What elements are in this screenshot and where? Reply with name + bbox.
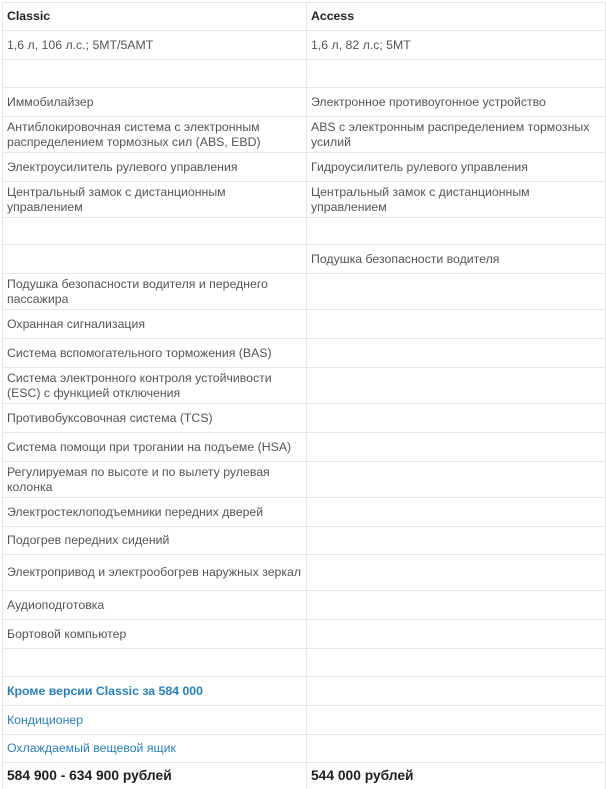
- table-cell: [307, 368, 606, 404]
- column-header-access: Access: [307, 3, 606, 31]
- table-cell: Центральный замок с дистанционным управлением: [307, 182, 606, 218]
- price-classic: 584 900 - 634 900 рублей: [3, 763, 307, 789]
- table-row: [3, 245, 606, 274]
- table-cell: Аудиоподготовка: [3, 591, 307, 620]
- price-access: 544 000 рублей: [307, 763, 606, 789]
- table-cell: Регулируемая по высоте и по вылету рулевая колонка: [3, 462, 307, 498]
- table-cell: [307, 310, 606, 339]
- table-cell: Электронное противоугонное устройство: [307, 88, 606, 117]
- table-cell: [307, 433, 606, 462]
- table-row: [3, 274, 606, 310]
- table-row: [3, 117, 606, 153]
- table-cell: Подогрев передних сидений: [3, 527, 307, 555]
- table-row: [3, 153, 606, 182]
- extras-title: Кроме версии Classic за 584 000: [3, 677, 307, 706]
- table-cell: [307, 735, 606, 763]
- table-row: [3, 591, 606, 620]
- table-cell: [307, 527, 606, 555]
- table-cell: [307, 498, 606, 527]
- table-cell: [307, 404, 606, 433]
- table-row-extra: [3, 706, 606, 735]
- table-cell: Подушка безопасности водителя и переднего пассажира: [3, 274, 307, 310]
- extra-item: Охлаждаемый вещевой ящик: [3, 735, 307, 763]
- table-cell: Система вспомогательного торможения (BAS): [3, 339, 307, 368]
- table-cell: Система электронного контроля устойчивости (ESC) с функцией отключения: [3, 368, 307, 404]
- table-cell: Антиблокировочная система с электронным распределением тормозных сил (ABS, EBD): [3, 117, 307, 153]
- table-cell: Электростеклоподъемники передних дверей: [3, 498, 307, 527]
- table-row: [3, 310, 606, 339]
- extra-item: Кондиционер: [3, 706, 307, 735]
- table-row-extra: [3, 735, 606, 763]
- table-cell: Гидроусилитель рулевого управления: [307, 153, 606, 182]
- table-row-engine: [3, 31, 606, 60]
- table-cell: [307, 649, 606, 677]
- table-row: [3, 182, 606, 218]
- table-cell: Система помощи при трогании на подъеме (HSA): [3, 433, 307, 462]
- table-cell: [307, 339, 606, 368]
- table-cell: Противобуксовочная система (TCS): [3, 404, 307, 433]
- comparison-table: [2, 2, 606, 789]
- table-cell: [307, 218, 606, 245]
- table-cell: Электроусилитель рулевого управления: [3, 153, 307, 182]
- table-cell: ABS с электронным распределением тормозных усилий: [307, 117, 606, 153]
- table-cell: Центральный замок с дистанционным управлением: [3, 182, 307, 218]
- table-cell: [307, 620, 606, 649]
- table-cell: Охранная сигнализация: [3, 310, 307, 339]
- table-cell: [307, 591, 606, 620]
- table-row-spacer: [3, 60, 606, 88]
- table-header-row: [3, 3, 606, 31]
- table-cell: [307, 677, 606, 706]
- column-header-classic: Classic: [3, 3, 307, 31]
- table-row: [3, 620, 606, 649]
- table-cell: [307, 274, 606, 310]
- table-cell: [307, 462, 606, 498]
- table-cell: [307, 60, 606, 88]
- table-row: [3, 404, 606, 433]
- table-cell: [3, 60, 307, 88]
- table-row-price: [3, 763, 606, 789]
- table-row: [3, 527, 606, 555]
- table-row: [3, 368, 606, 404]
- table-cell: Электропривод и электрообогрев наружных зеркал: [3, 555, 307, 591]
- table-row: [3, 462, 606, 498]
- table-cell: [307, 555, 606, 591]
- engine-classic: 1,6 л, 106 л.с.; 5MT/5AMT: [3, 31, 307, 60]
- table-cell: [3, 245, 307, 274]
- table-cell: Бортовой компьютер: [3, 620, 307, 649]
- table-cell: Иммобилайзер: [3, 88, 307, 117]
- table-cell: Подушка безопасности водителя: [307, 245, 606, 274]
- table-row: [3, 555, 606, 591]
- table-row: [3, 88, 606, 117]
- table-cell: [3, 218, 307, 245]
- table-row: [3, 339, 606, 368]
- table-row: [3, 218, 606, 245]
- table-row: [3, 649, 606, 677]
- engine-access: 1,6 л, 82 л.с; 5MT: [307, 31, 606, 60]
- table-cell: [3, 649, 307, 677]
- table-row-extras-title: [3, 677, 606, 706]
- table-row: [3, 433, 606, 462]
- table-row: [3, 498, 606, 527]
- table-cell: [307, 706, 606, 735]
